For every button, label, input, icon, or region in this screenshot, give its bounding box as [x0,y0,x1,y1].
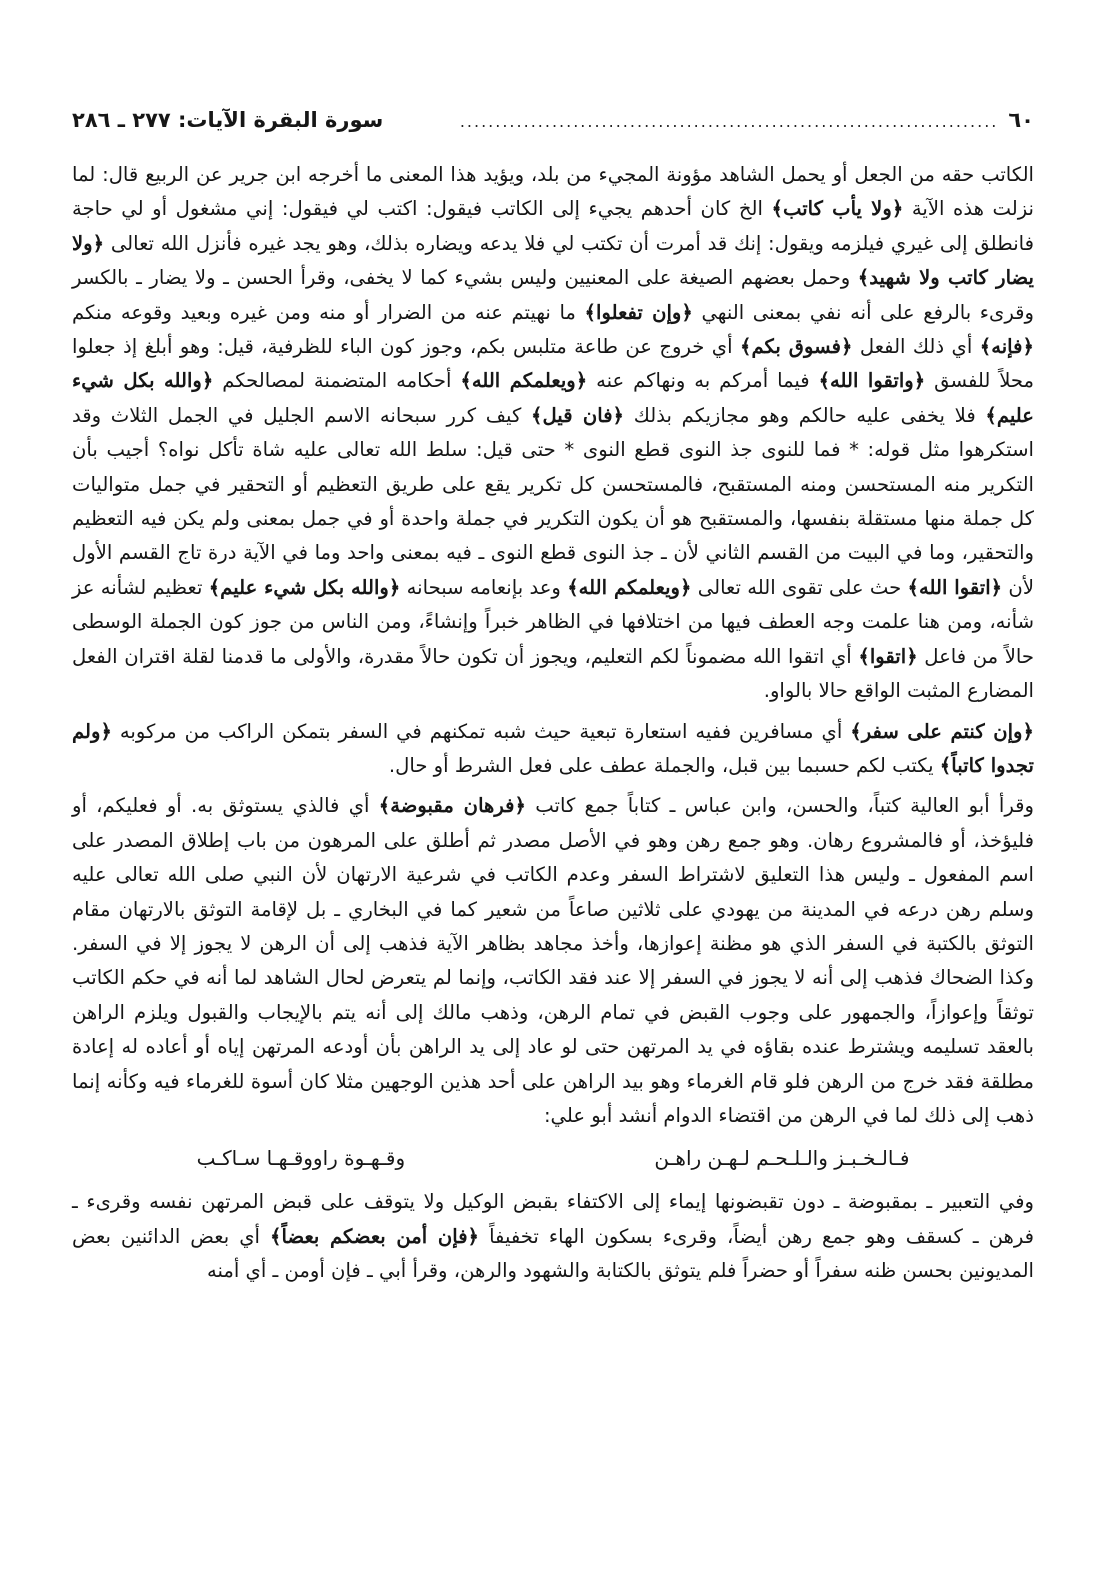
quran-quote: ﴿ويعلمكم الله﴾ [567,575,692,599]
commentary-text: وعد بإنعامه سبحانه [400,575,568,599]
surah-title: سورة البقرة الآيات: ٢٧٧ ـ ٢٨٦ [72,108,384,132]
commentary-paragraph [72,715,1034,784]
running-header [72,108,1034,148]
commentary-text: وقرأ أبو العالية كتباً، والحسن، وابن عباس ـ كتاباً جمع كاتب [526,794,1034,818]
commentary-text: أحكامه المتضمنة لمصالحكم [213,369,461,393]
poem-hemistich-left: وقـهـوة راووقـهـا سـاكـب [196,1146,406,1171]
quran-quote: ﴿والله بكل شيء عليم﴾ [72,369,1034,427]
commentary-text: حث على تقوى الله تعالى [691,575,908,599]
commentary-text: أي اتقوا الله مضموناً لكم التعليم، ويجوز أن تكون حالاً مقدرة، والأولى ما قدمنا لقلة اقتران الفعل المضارع المثبت الواقع حالا بالواو. [72,644,1034,703]
commentary-text: وفي التعبير ـ بمقبوضة ـ دون تقبضونها إيماء إلى الاكتفاء بقبض الوكيل ولا يتوقف على قبض المرتهن نفسه وقرىء ـ فرهن ـ كسقف وهو جمع رهن أيضاً، وقرىء بسكون الهاء تخفيفاً [72,1190,1035,1248]
commentary-text: فلا يخفى عليه حالكم وهو مجازيكم بذلك [624,403,986,427]
commentary-text: ما نهيتم عنه من الضرار أو منه ومن غيره وبعيد وقوعه منكم [72,300,585,324]
quran-quote: ﴿ولا يضار كاتب ولا شهيد﴾ [72,231,1034,290]
quran-quote: ﴿ولم تجدوا كاتباً﴾ [72,719,1034,777]
page-number: ٦٠ [1008,108,1034,132]
commentary-paragraph [72,158,1034,709]
quran-quote: ﴿فان قيل﴾ [530,403,625,427]
commentary-text: أي فالذي يستوثق به. أو فعليكم، أو فليؤخذ، أو فالمشروع رهان. وهو جمع رهن وهو في الأصل مصدر ثم أطلق على المرهون من باب إطلاق المصدر على اسم المفعول ـ وليس هذا التعليق لاشتراط السفر وعدم الكاتب في شرعية الارتهان لأن النبي صلى الله تعالى عليه وسلم رهن درعه في المدينة من يهودي على ثلاثين صاعاً من شعير كما في البخاري ـ بل لإقامة التوثق بالارتهان مقام التوثق بالكتبة في السفر الذي هو مظنة إعوازها، وأخذ مجاهد بظاهر الآية فذهب إلى أن الرهن لا يجوز إلا في السفر. وكذا الضحاك فذهب إلى أنه لا يجوز في السفر إلا عند فقد الكاتب، وإنما لم يتعرض لحال الشاهد لما أنه في حكم الكاتب توثقاً وإعوازاً، والجمهور على وجوب القبض في تمام الرهن، وذهب مالك إلى أنه يتم بالإيجاب والقبول ويلزم الراهن بالعقد تسليمه ويشترط عنده بقاؤه في يد المرتهن حتى لو عاد إلى يد الراهن بأن أودعه المرتهن إياه أو أعاده له إعادة مطلقة فقد خرج من الرهن فلو قام الغرماء وهو بيد الراهن على أحد هذين الوجهين مثلا كان أسوة للغرماء فيه وكأنه إنما ذهب إلى ذلك لما في الرهن من اقتضاء الدوام أنشد أبو علي: [72,794,1034,1127]
commentary-text: أي مسافرين ففيه استعارة تبعية حيث شبه تمكنهم في السفر بتمكن الراكب من مركوبه [111,719,851,743]
quran-quote: ﴿وإن كنتم على سفر﴾ [850,719,1034,743]
quran-quote: ﴿اتقوا الله﴾ [907,575,1003,599]
quran-quote: ﴿فرهان مقبوضة﴾ [378,794,527,818]
commentary-text: كيف كرر سبحانه الاسم الجليل في الجمل الثلاث وقد استكرهوا مثل قوله: * فما للنوى جذ النوى قطع النوى * حتى قيل: سلط الله تعالى عليه شاة تأكل نواه؟ أجيب بأن التكرير منه المستحسن ومنه المستقبح، فالمستحسن كل تكرير يقع على طريق التعظيم أو التحقير في جمل متواليات كل جملة منها مستقلة بنفسها، والمستقبح هو أن يكون التكرير في جملة واحدة أو في جمل بمعنى ولم يكن فيه التعظيم والتحقير، وما في البيت من القسم الثاني لأن ـ جذ النوى قطع النوى ـ فيه بمعنى واحد وما في الآية درة تاج القسم الأول لأن [72,403,1034,599]
commentary-text: فيما أمركم به ونهاكم عنه [587,369,819,393]
commentary-body [72,158,1034,1289]
poem-verse [72,1141,1034,1175]
commentary-text: الكاتب حقه من الجعل أو يحمل الشاهد مؤونة المجيء من بلد، ويؤيد هذا المعنى ما أخرجه ابن جرير عن الربيع قال: لما نزلت هذه الآية [72,163,1035,221]
commentary-text: أي ذلك الفعل [852,335,980,359]
quran-quote: ﴿ولا يأب كاتب﴾ [771,197,904,221]
commentary-text: تعظيم لشأنه عز شأنه، ومن هنا علمت وجه العطف فيها من اختلافها في الظاهر خبراً وإنشاءً، ومن الناس من جوز كون الجملة الوسطى حالاً من فاعل [72,575,1035,668]
commentary-text: أي بعض الدائنين بعض المديونين بحسن ظنه سفراً أو حضراً فلم يتوثق بالكتابة والشهود والرهن، وقرأ أبي ـ فإن أومن ـ أي أمنه [72,1224,1034,1283]
commentary-paragraph [72,789,1034,1133]
commentary-text: وحمل بعضهم الصيغة على المعنيين وليس بشيء كما لا يخفى، وقرأ الحسن ـ ولا يضار ـ بالكسر وقرىء بالرفع على أنه نفي بمعنى النهي [72,266,1035,324]
commentary-text: أي خروج عن طاعة متلبس بكم، وجوز كون الباء للظرفية، قيل: وهو أبلغ إذ جعلوا محلاً للفسق [72,335,1035,393]
quran-quote: ﴿وإن تفعلوا﴾ [584,300,693,324]
header-leader-dots: ............................................................................ [459,112,999,131]
quran-quote: ﴿فإن أمن بعضكم بعضاً﴾ [270,1224,480,1248]
poem-hemistich-right: فـالـخـبـز والـلـحـم لـهـن راهـن [654,1146,910,1171]
quran-quote: ﴿ويعلمكم الله﴾ [460,369,588,393]
commentary-text: يكتب لكم حسبما بين قبل، والجملة عطف على فعل الشرط أو حال. [388,753,940,777]
quran-quote: ﴿والله بكل شيء عليم﴾ [208,575,401,599]
commentary-text: الخ كان أحدهم يجيء إلى الكاتب فيقول: اكتب لي فيقول: إني مشغول أو لي حاجة فانطلق إلى غيري فيلزمه ويقول: إنك قد أمرت أن تكتب لي فلا يدعه ويضاره بذلك، وهو يجد غيره فأنزل الله تعالى [72,197,1034,255]
quran-quote: ﴿واتقوا الله﴾ [818,369,926,393]
quran-quote: ﴿اتقوا﴾ [858,644,918,668]
quran-quote: ﴿فسوق بكم﴾ [740,335,853,359]
quran-quote: ﴿فإنه﴾ [979,335,1034,359]
book-page [72,108,1034,1289]
commentary-paragraph [72,1185,1034,1288]
